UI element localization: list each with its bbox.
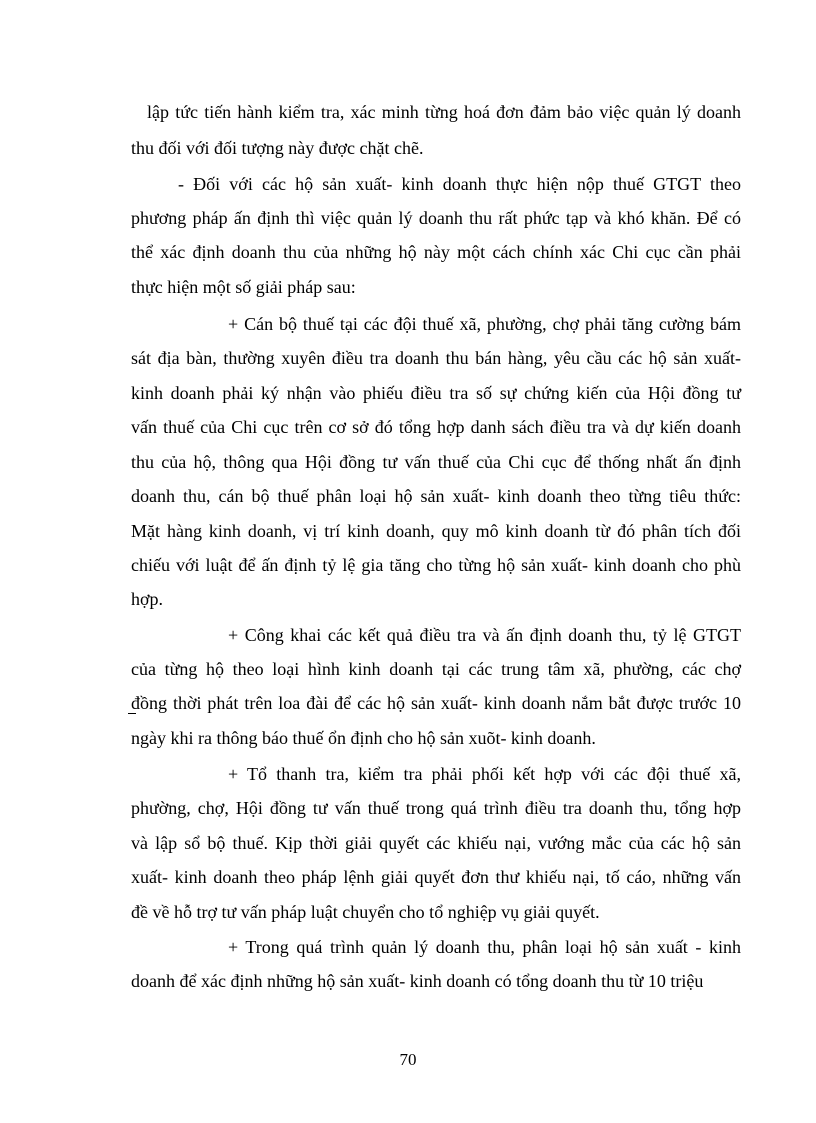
text-line-7: + Cán bộ thuế tại các đội thuế xã, phường, chợ phải tăng cường bám	[228, 314, 741, 334]
text-line-13: Mặt hàng kinh doanh, vị trí kinh doanh, quy mô kinh doanh từ đó phân tích đối	[131, 521, 741, 541]
text-line-15: hợp.	[131, 589, 164, 609]
text-line-3: - Đối với các hộ sản xuất- kinh doanh thực hiện nộp thuế GTGT theo	[178, 174, 741, 194]
text-line-14: chiếu với luật để ấn định tỷ lệ gia tăng cho từng hộ sản xuất- kinh doanh cho phù	[131, 555, 741, 575]
text-line-25: + Trong quá trình quản lý doanh thu, phân loại hộ sản xuất - kinh	[228, 937, 741, 957]
text-line-12: doanh thu, cán bộ thuế phân loại hộ sản xuất- kinh doanh theo từng tiêu thức:	[131, 486, 741, 506]
text-line-8: sát địa bàn, thường xuyên điều tra doanh thu bán hàng, yêu cầu các hộ sản xuất-	[131, 348, 741, 368]
text-line-11: thu của hộ, thông qua Hội đồng tư vấn thuế của Chi cục để thống nhất ấn định	[131, 452, 741, 472]
text-line-22: và lập sổ bộ thuế. Kịp thời giải quyết các khiếu nại, vướng mắc của các hộ sản	[131, 833, 741, 853]
text-line-21: phường, chợ, Hội đồng tư vấn thuế trong quá trình điều tra doanh thu, tổng hợp	[131, 798, 741, 818]
text-line-20: + Tổ thanh tra, kiểm tra phải phối kết hợp với các đội thuế xã,	[228, 764, 741, 784]
text-line-4: phương pháp ấn định thì việc quản lý doanh thu rất phức tạp và khó khăn. Để có	[131, 208, 741, 228]
text-line-5: thể xác định doanh thu của những hộ này một cách chính xác Chi cục cần phải	[131, 242, 741, 262]
margin-mark	[128, 713, 136, 714]
text-line-17: của từng hộ theo loại hình kinh doanh tại các trung tâm xã, phường, các chợ	[131, 659, 741, 679]
text-line-10: vấn thuế của Chi cục trên cơ sở đó tổng hợp danh sách điều tra và dự kiến doanh	[131, 417, 741, 437]
page-number: 70	[399, 1050, 417, 1069]
text-line-26: doanh để xác định những hộ sản xuất- kinh doanh có tổng doanh thu từ 10 triệu	[131, 971, 704, 991]
text-line-18: đồng thời phát trên loa đài để các hộ sản xuất- kinh doanh nắm bắt được trước 10	[131, 693, 741, 713]
text-line-6: thực hiện một số giải pháp sau:	[131, 277, 356, 297]
text-line-1: lập tức tiến hành kiểm tra, xác minh từng hoá đơn đảm bảo việc quản lý doanh	[147, 102, 741, 122]
text-line-2: thu đối với đối tượng này được chặt chẽ.	[131, 138, 424, 158]
text-line-16: + Công khai các kết quả điều tra và ấn định doanh thu, tỷ lệ GTGT	[228, 625, 741, 645]
text-line-23: xuất- kinh doanh theo pháp lệnh giải quyết đơn thư khiếu nại, tố cáo, những vấn	[131, 867, 741, 887]
text-line-24: đề về hỗ trợ tư vấn pháp luật chuyển cho tổ nghiệp vụ giải quyết.	[131, 902, 600, 922]
text-line-9: kinh doanh phải ký nhận vào phiếu điều tra số sự chứng kiến của Hội đồng tư	[131, 383, 741, 403]
text-line-19: ngày khi ra thông báo thuế ổn định cho hộ sản xuõt- kinh doanh.	[131, 728, 596, 748]
